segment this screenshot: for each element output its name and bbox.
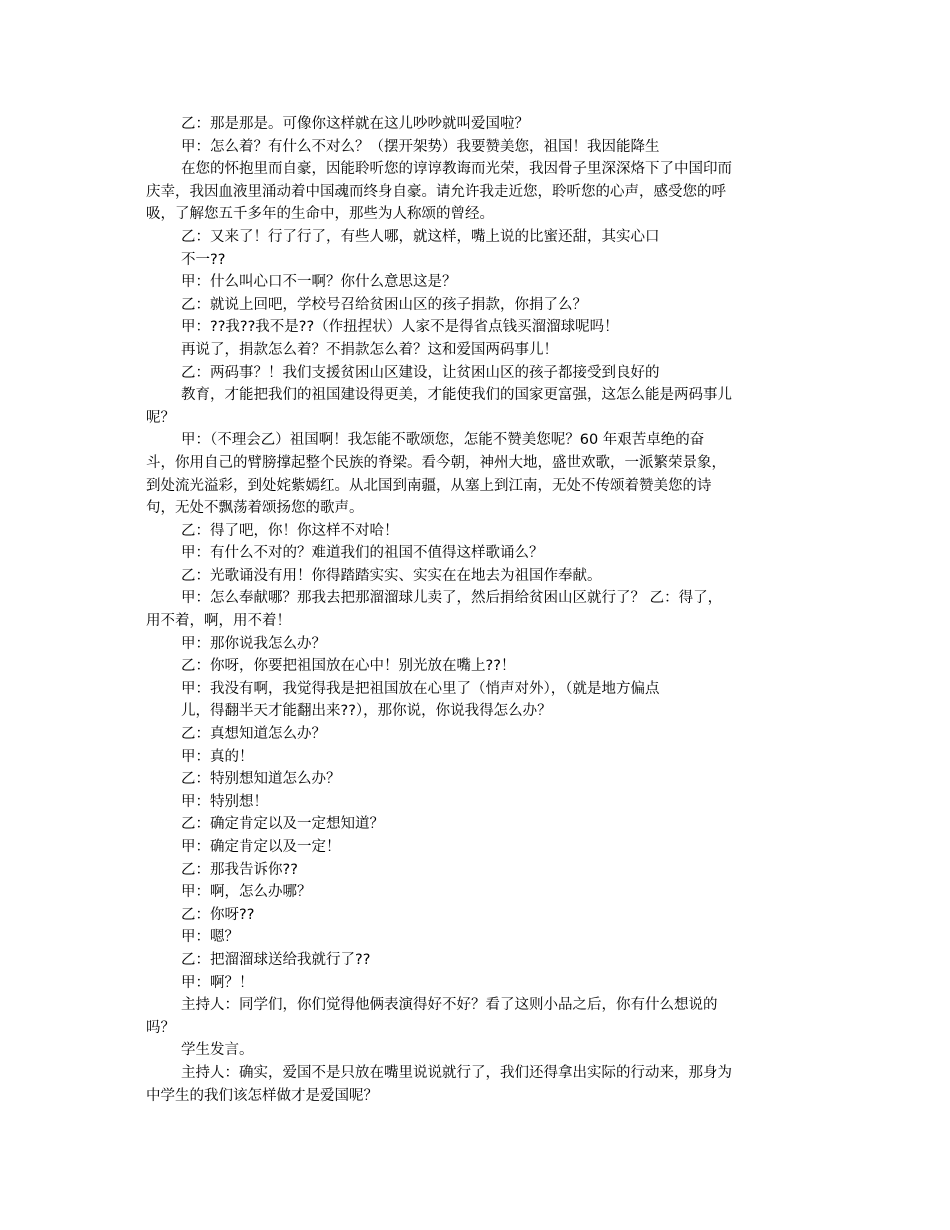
text-line: 甲：怎么奉献哪？那我去把那溜溜球儿卖了，然后捐给贫困山区就行了？ 乙：得了， (181, 590, 723, 607)
text-line: 甲：（不理会乙）祖国啊！我怎能不歌颂您，怎能不赞美您呢？60 年艰苦卓绝的奋 (181, 432, 705, 449)
text-line: 中学生的我们该怎样做才是爱国呢？ (146, 1087, 378, 1104)
text-line: 甲：嗯？ (181, 929, 239, 946)
text-line: 教育，才能把我们的祖国建设得更美，才能使我们的国家更富强，这怎么能是两码事儿 (181, 387, 732, 404)
text-line: 再说了，捐款怎么着？不捐款怎么着？这和爱国两码事儿！ (181, 341, 558, 358)
text-line: 儿，得翻半天才能翻出来??），那你说，你说我得怎么办？ (181, 703, 552, 720)
text-line: 甲：有什么不对的？难道我们的祖国不值得这样歌诵么？ (181, 545, 544, 562)
text-line: 甲：确定肯定以及一定！ (181, 839, 341, 855)
text-line: 庆幸，我因血液里涌动着中国魂而终身自豪。请允许我走近您，聆听您的心声，感受您的呼 (146, 183, 726, 200)
text-line: 乙：两码事？！我们支援贫困山区建设，让贫困山区的孩子都接受到良好的 (181, 364, 660, 381)
text-line: 甲：啊，怎么办哪？ (181, 884, 312, 901)
text-line: 句，无处不飘荡着颂扬您的歌声。 (146, 500, 364, 517)
text-line: 在您的怀抱里而自豪，因能聆听您的谆谆教诲而光荣，我因骨子里深深烙下了中国印而 (181, 161, 732, 178)
text-line: 乙：那我告诉你?? (181, 861, 298, 878)
text-line: 乙：得了吧，你！你这样不对哈！ (181, 522, 399, 539)
text-line: 乙：特别想知道怎么办？ (181, 771, 341, 788)
text-line: 吸，了解您五千多年的生命中，那些为人称颂的曾经。 (146, 206, 494, 223)
text-line: 呢？ (146, 409, 175, 426)
text-line: 乙：那是那是。可像你这样就在这儿吵吵就叫爱国啦？ (181, 116, 529, 132)
text-line: 甲：特别想！ (181, 793, 268, 810)
text-line: 乙：你呀?? (181, 906, 255, 923)
text-line: 斗，你用自己的臂膀撑起整个民族的脊梁。看今朝，神州大地，盛世欢歌，一派繁荣景象， (146, 454, 726, 471)
document-body (146, 113, 806, 1107)
text-line: 不一?? (181, 251, 226, 268)
text-line: 甲：那你说我怎么办？ (181, 635, 326, 652)
text-line: 乙：光歌诵没有用！你得踏踏实实、实实在在地去为祖国作奉献。 (181, 567, 602, 584)
text-line: 甲：什么叫心口不一啊？你什么意思这是？ (181, 274, 457, 291)
text-line: 主持人：同学们，你们觉得他俩表演得好不好？看了这则小品之后，你有什么想说的 (181, 997, 718, 1014)
text-line: 甲：??我??我不是??（作扭捏状）人家不是得省点钱买溜溜球呢吗！ (181, 319, 619, 336)
text-line: 主持人：确实，爱国不是只放在嘴里说说就行了，我们还得拿出实际的行动来，那身为 (181, 1064, 732, 1081)
text-line: 用不着，啊，用不着！ (146, 613, 291, 630)
text-line: 学生发言。 (181, 1042, 254, 1059)
text-line: 甲：怎么着？有什么不对么？（摆开架势）我要赞美您，祖国！我因能降生 (181, 138, 660, 155)
text-line: 甲：我没有啊，我觉得我是把祖国放在心里了（悄声对外），（就是地方偏点 (181, 680, 660, 697)
text-line: 吗？ (146, 1019, 175, 1036)
text-line: 乙：把溜溜球送给我就行了?? (181, 951, 371, 968)
text-line: 甲：真的！ (181, 748, 254, 765)
text-line: 乙：又来了！行了行了，有些人哪，就这样，嘴上说的比蜜还甜，其实心口 (181, 228, 660, 245)
text-line: 乙：真想知道怎么办？ (181, 726, 326, 743)
text-line: 甲：啊？！ (181, 974, 254, 991)
text-line: 到处流光溢彩，到处姹紫嫣红。从北国到南疆，从塞上到江南，无处不传颂着赞美您的诗 (146, 477, 712, 494)
text-line: 乙：就说上回吧，学校号召给贫困山区的孩子捐款，你捐了么？ (181, 296, 587, 313)
text-line: 乙：你呀，你要把祖国放在心中！别光放在嘴上??！ (181, 658, 516, 675)
text-line: 乙：确定肯定以及一定想知道？ (181, 816, 384, 833)
